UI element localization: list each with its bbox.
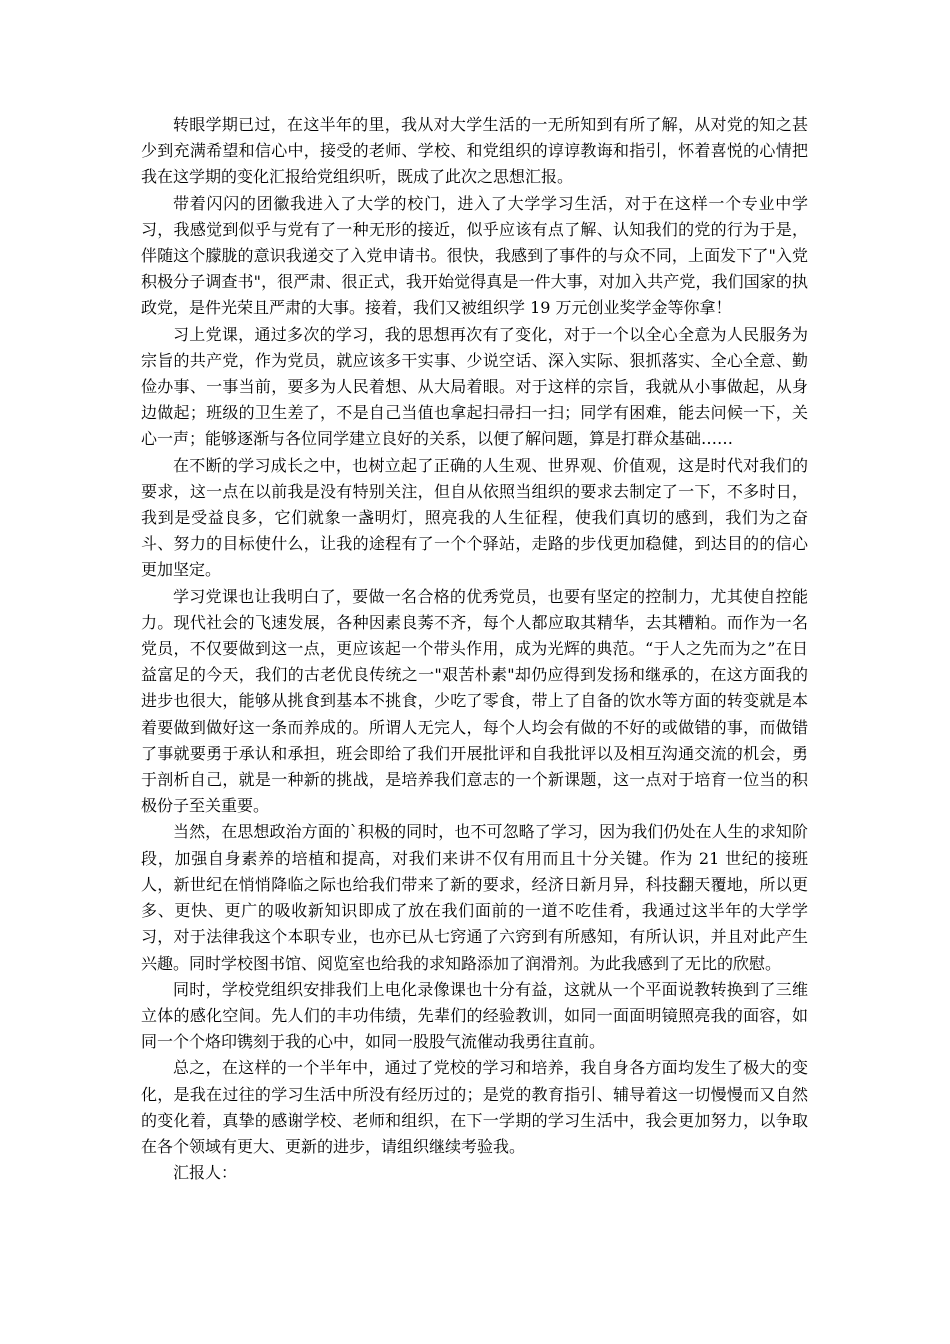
paragraph-conclusion: 总之，在这样的一个半年中，通过了党校的学习和培养，我自身各方面均发生了极大的变化，是我在过往的学习生活中所没有经历过的；是党的教育指引、辅导着这一切慢慢而又自然的变化着，真挚的感谢学校、老师和组织，在下一学期的学习生活中，我会更加努力，以争取在各个领域有更大、更新的进步，请组织继续考验我。 xyxy=(141,1058,808,1156)
paragraph-application: 带着闪闪的团徽我进入了大学的校门，进入了大学学习生活，对于在这样一个专业中学习，我感觉到似乎与党有了一种无形的接近，似乎应该有点了解、认知我们的党的行为于是，伴随这个朦胧的意识我递交了入党申请书。很快，我感到了事件的与众不同，上面发下了"入党积极分子调查书"，很严肃、很正式，我开始觉得真是一件大事，对加入共产党，我们国家的执政党，是件光荣且严肃的大事。接着，我们又被组织学 19 万元创业奖学金等你拿！ xyxy=(141,193,808,318)
paragraph-video-class: 同时，学校党组织安排我们上电化录像课也十分有益，这就从一个平面说教转换到了三维立体的感化空间。先人们的丰功伟绩，先辈们的经验教训，如同一面面明镜照亮我的面容，如同一个个烙印镌刻于我的心中，如同一股股气流催动我勇往直前。 xyxy=(141,979,808,1052)
paragraph-self-control: 学习党课也让我明白了，要做一名合格的优秀党员，也要有坚定的控制力，尤其使自控能力。现代社会的飞速发展，各种因素良莠不齐，每个人都应取其精华，去其糟粕。而作为一名党员，不仅要做到这一点，更应该起一个带头作用，成为光辉的典范。“于人之先而为之”在日益富足的今天，我们的古老优良传统之一"艰苦朴素"却仍应得到发扬和继承的，在这方面我的进步也很大，能够从挑食到基本不挑食，少吃了零食，带上了自备的饮水等方面的转变就是本着要做到做好这一条而养成的。所谓人无完人，每个人均会有做的不好的或做错的事，而做错了事就要勇于承认和承担，班会即给了我们开展批评和自我批评以及相互沟通交流的机会，勇于剖析自己，就是一种新的挑战，是培养我们意志的一个新课题，这一点对于培育一位当的积极份子至关重要。 xyxy=(141,586,808,816)
document-body xyxy=(141,112,808,1186)
paragraph-study: 当然，在思想政治方面的`积极的同时，也不可忽略了学习，因为我们仍处在人生的求知阶段，加强自身素养的培植和提高，对我们来讲不仅有用而且十分关键。作为 21 世纪的接班人，新世纪在悄悄降临之际也给我们带来了新的要求，经济日新月异，科技翻天覆地，所以更多、更快、更广的吸收新知识即成了放在我们面前的一道不吃佳肴，我通过这半年的大学学习，对于法律我这个本职专业，也亦已从七窍通了六窍到有所感知，有所认识，并且对此产生兴趣。同时学校图书馆、阅览室也给我的求知路添加了润滑剂。为此我感到了无比的欣慰。 xyxy=(141,822,808,973)
paragraph-intro: 转眼学期已过，在这半年的里，我从对大学生活的一无所知到有所了解，从对党的知之甚少到充满希望和信心中，接受的老师、学校、和党组织的谆谆教诲和指引，怀着喜悦的心情把我在这学期的变化汇报给党组织听，既成了此次之思想汇报。 xyxy=(141,115,808,187)
paragraph-party-class: 习上党课，通过多次的学习，我的思想再次有了变化，对于一个以全心全意为人民服务为宗旨的共产党，作为党员，就应该多干实事、少说空话、深入实际、狠抓落实、全心全意、勤俭办事、一事当前，要多为人民着想、从大局着眼。对于这样的宗旨，我就从小事做起，从身边做起；班级的卫生差了，不是自己当值也拿起扫帚扫一扫；同学有困难，能去问候一下，关心一声；能够逐渐与各位同学建立良好的关系，以便了解问题，算是打群众基础…… xyxy=(141,324,808,449)
paragraph-worldview: 在不断的学习成长之中，也树立起了正确的人生观、世界观、价值观，这是时代对我们的要求，这一点在以前我是没有特别关注，但自从依照当组织的要求去制定了一下，不多时日，我到是受益良多，它们就象一盏明灯，照亮我的人生征程，使我们真切的感到，我们为之奋斗、努力的目标使什么，让我的途程有了一个个驿站，走路的步伐更加稳健，到达目的的信心更加坚定。 xyxy=(141,455,808,580)
signature-line: 汇报人： xyxy=(173,1163,238,1183)
